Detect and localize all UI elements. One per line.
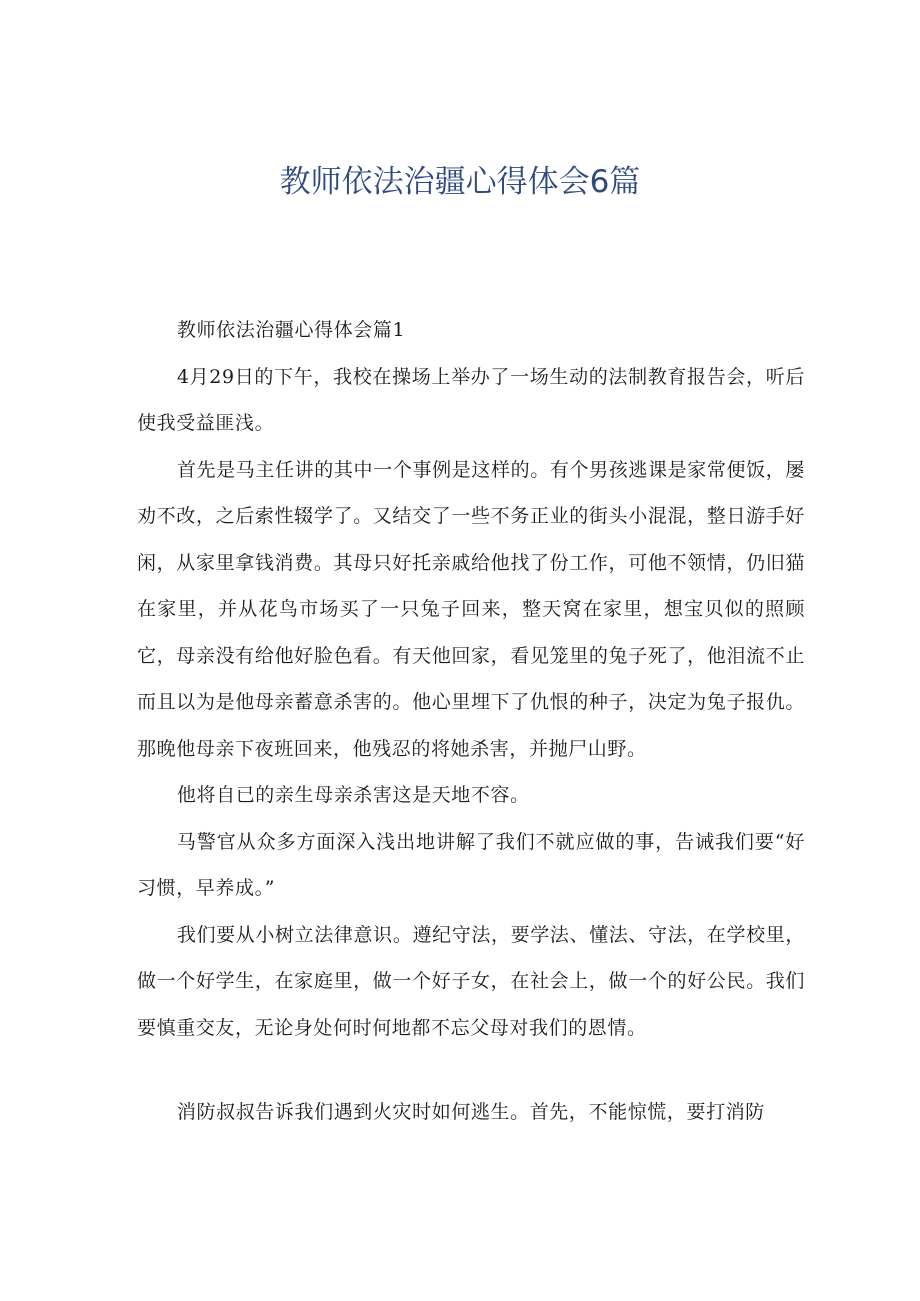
paragraph: 消防叔叔告诉我们遇到火灾时如何逃生。首先，不能惊慌，要打消防: [176, 1101, 765, 1123]
paragraph: 首先是马主任讲的其中一个事例是这样的。有个男孩逃课是家常便饭，屡劝不改，之后索性辍学了。又结交了一些不务正业的街头小混混，整日游手好闲，从家里拿钱消费。其母只好托亲戚给他找了份工作，可他不领情，仍旧猫在家里，并从花鸟市场买了一只兔子回来，整天窝在家里，想宝贝似的照顾它，母亲没有给他好脸色看。有天他回家，看见笼里的兔子死了，他泪流不止而且以为是他母亲蓄意杀害的。他心里埋下了仇恨的种子，决定为兔子报仇。那晚他母亲下夜班回来，他残忍的将她杀害，并抛尸山野。: [137, 458, 805, 760]
section-heading: 教师依法治疆心得体会篇1: [176, 319, 406, 341]
document-body: [137, 307, 805, 1136]
document-title: 教师依法治疆心得体会6篇: [279, 164, 641, 200]
paragraph: 马警官从众多方面深入浅出地讲解了我们不就应做的事，告诫我们要“好习惯，早养成。”: [137, 830, 805, 899]
paragraph: 4月29日的下午，我校在操场上举办了一场生动的法制教育报告会，听后使我受益匪浅。: [137, 365, 805, 434]
paragraph: 我们要从小树立法律意识。遵纪守法，要学法、懂法、守法，在学校里，做一个好学生，在家庭里，做一个好子女，在社会上，做一个的好公民。我们要慎重交友，无论身处何时何地都不忘父母对我们的恩情。: [137, 923, 805, 1039]
paragraph: 他将自已的亲生母亲杀害这是天地不容。: [176, 784, 530, 806]
